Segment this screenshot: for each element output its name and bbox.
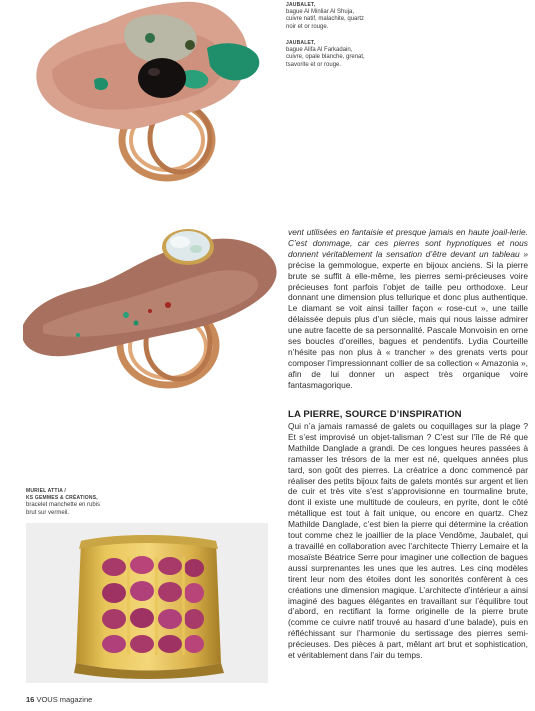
- caption-brand: JAUBALET,: [286, 2, 316, 8]
- intro-italic-text: vent utilisées en fantaisie et presque jamais en haute joail-lerie. C’est dommage, car ces pierres sont hypnotiques et nous donnent véritablement la sensation d’être devant un tableau »: [288, 227, 528, 259]
- article-section-body: [288, 421, 528, 661]
- caption-brand: MURIEL ATTIA /: [26, 488, 67, 494]
- caption-line: brut sur vermeil.: [26, 509, 70, 516]
- bracelet-photo: [26, 523, 268, 683]
- caption-line: cuivre natif, malachite, quartz: [286, 16, 365, 23]
- section-paragraph: Qui n’a jamais ramassé de galets ou coquillages sur la plage ? Et s’est improvisé un objet-talisman ? C’est sur l’île de Ré que Mathilde Danglade a grandi. De ces longues heures passées à ramasser les trésors de la mer est né, quelques années plus tard, son goût des pierres. La créatrice a donc commencé par réaliser des petits bijoux faits de galets montés sur argent et lien de cuir et très vite s’est s’approvisionne en tourmaline brute, dont il existe une multitude de couleurs, en pyrite, dont le côté métallique est tout à fait unique, ou encore en quartz. Chez Mathilde Danglade, c’est bien la pierre qui détermine la création tout comme chez le joaillier de la place Vendôme, Jaubalet, qui a travaillé en collaboration avec l’architecte Thierry Lemaire et la mosaïste Béatrice Serre pour imaginer une collection de bagues aussi surprenantes les unes que les autres. Les cinq modèles tirent leur nom des étoiles dont les sonorités confèrent à ces créations une dimension magique. L’architecte d’intérieur a ainsi imaginé des bagues élégantes en travaillant sur l’équilibre tout d’abord, en rectifiant la forme originelle de la pierre brute (comme ce cuivre natif trouvé au hasard d’une balade), puis en réfléchissant sur l’harmonie du sertissage des pierres semi-précieuses. Des pièces à part, mêlant art brut et sophistication, et véritablement dans l’air du temps.: [288, 421, 528, 661]
- caption-line: bracelet manchette en rubis: [26, 502, 101, 509]
- caption-line: bague Alifa Al Farkadain,: [286, 47, 353, 54]
- section-heading: LA PIERRE, SOURCE D’INSPIRATION: [288, 409, 462, 420]
- magazine-name: VOUS magazine: [36, 695, 93, 704]
- caption-ring-1: [286, 2, 406, 31]
- ring-malachite-illustration: [22, 0, 272, 185]
- caption-line: tsavorite et or rouge.: [286, 61, 342, 68]
- caption-brand-secondary: KS GEMMES & CRÉATIONS,: [26, 495, 98, 502]
- caption-bracelet: [26, 488, 166, 517]
- page-footer: [26, 695, 92, 704]
- intro-text: précise la gemmologue, experte en bijoux anciens. Si la pierre brute se suffit à elle-même, les pierres semi-précieuses voire précieuses font parfois l’objet de taille peu orthodoxe. Leur donnant une dimension plus tellurique et donc plus authentique. Le diamant se voit ainsi tailler façon « rose-cut », une taille délaissée depuis plus d’un siècle, mais qui nous laisse admirer une autre facette de sa personnalité. Pascale Monvoisin en orne ses boucles d’oreilles, bagues et pendentifs. Lydia Courteille n’hésite pas non plus à « trancher » des grenats verts pour composer l’impressionnant collier de sa collection « Amazonia », afin de lui donner un aspect très organique voire fantasmagorique.: [288, 259, 528, 390]
- ring-opal-illustration: [18, 215, 283, 395]
- ring-malachite-photo: [22, 0, 272, 185]
- page-number: 16: [26, 695, 35, 704]
- caption-line: bague Al Minliar Al Shuja,: [286, 9, 355, 16]
- caption-line: noir et or rouge.: [286, 23, 329, 30]
- caption-line: cuivre, opale blanche, grenat,: [286, 54, 365, 61]
- article-intro: [288, 227, 528, 391]
- caption-ring-2: [286, 40, 406, 69]
- caption-brand: JAUBALET,: [286, 40, 316, 46]
- bracelet-illustration: [26, 523, 268, 683]
- ring-opal-photo: [18, 215, 283, 395]
